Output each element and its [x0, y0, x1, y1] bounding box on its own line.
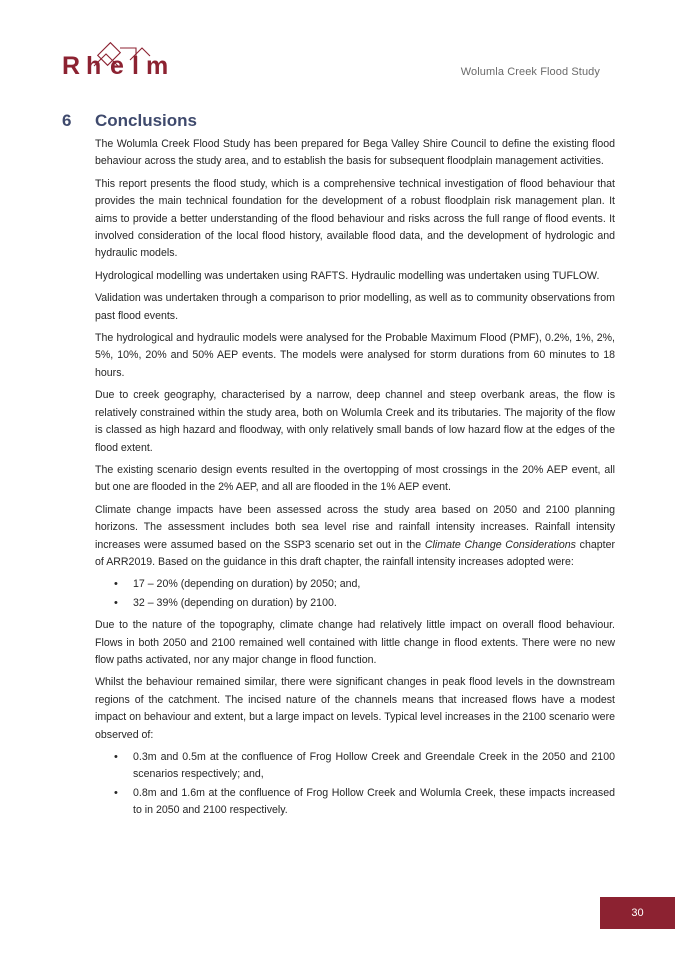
- list-item: • 32 – 39% (depending on duration) by 2100.: [95, 595, 615, 612]
- paragraph-design-events: The hydrological and hydraulic models were analysed for the Probable Maximum Flood (PMF), 0.2%, 1%, 2%, 5%, 10%, 20% and 50% AEP events. The models were analysed for storm durations from 60 minutes to 18 hours.: [95, 332, 615, 379]
- section-number: 6: [62, 111, 72, 130]
- svg-text:h: h: [86, 52, 102, 80]
- paragraph-report-overview: This report presents the flood study, which is a comprehensive technical investigation of flood behaviour that provides the main technical foundation for the development of a robust floodplain risk management plan. It aims to provide a better understanding of the flood behaviour and risks across the full range of flood events. It involved consideration of the local flood history, available flood data, and the development of hydrologic and hydraulic models.: [95, 177, 615, 260]
- svg-text:m: m: [146, 52, 169, 80]
- rhelm-logo: [62, 38, 177, 80]
- rainfall-increase-list: [95, 576, 615, 612]
- paragraph-validation: Validation was undertaken through a comparison to prior modelling, as well as to community observations from past flood events.: [95, 292, 615, 322]
- document-title: Wolumla Creek Flood Study: [460, 66, 600, 78]
- page-number: 30: [631, 907, 644, 919]
- page-number-badge: [600, 897, 675, 929]
- level-increase-list: [95, 749, 615, 820]
- paragraph-topography: Due to the nature of the topography, climate change had relatively little impact on overall flood behaviour. Flows in both 2050 and 2100 remained well contained with little change in flood extents. There were no new flow paths activated, nor any major change in flood function.: [95, 619, 615, 666]
- list-item: • 17 – 20% (depending on duration) by 2050; and,: [95, 576, 615, 593]
- paragraph-modelling-tools: Hydrological modelling was undertaken using RAFTS. Hydraulic modelling was undertaken using TUFLOW.: [95, 269, 600, 282]
- paragraph-crossings: The existing scenario design events resulted in the overtopping of most crossings in the 20% AEP event, all but one are flooded in the 2% AEP, and all are flooded in the 1% AEP event.: [95, 463, 615, 494]
- rhelm-logo-graphic: [62, 38, 177, 80]
- climate-text-end: chapter of ARR2019. Based on the guidance in this draft chapter, the rainfall intensity increases adopted were:: [95, 538, 615, 568]
- svg-text:e: e: [110, 52, 124, 80]
- paragraph-peak-levels: Whilst the behaviour remained similar, there were significant changes in peak flood levels in the downstream regions of the catchment. The incised nature of the channels means that increased flows have a modest impact on behaviour and extent, but a large impact on levels. Typical level increases in the 2100 scenario were observed of:: [95, 676, 615, 741]
- section-heading: [62, 111, 197, 131]
- svg-text:R: R: [62, 52, 81, 80]
- list-item: • 0.3m and 0.5m at the confluence of Frog Hollow Creek and Greendale Creek in the 2050 and 2100 scenarios respectively; and,: [95, 749, 615, 784]
- svg-text:l: l: [132, 52, 139, 80]
- paragraph-climate-change: [95, 502, 615, 572]
- paragraph-intro: The Wolumla Creek Flood Study has been prepared for Bega Valley Shire Council to define the existing flood behaviour across the study area, and to establish the basis for subsequent floodplain management activities.: [95, 138, 615, 168]
- body-content: [95, 136, 615, 825]
- list-item: • 0.8m and 1.6m at the confluence of Frog Hollow Creek and Wolumla Creek, these impacts increased to in 2050 and 2100 respectively.: [95, 785, 615, 820]
- climate-reference-title: Climate Change Considerations: [424, 538, 576, 551]
- paragraph-creek-geography: Due to creek geography, characterised by a narrow, deep channel and steep overbank areas, the flow is relatively constrained within the study area, both on Wolumla Creek and its tributaries. The majority of the flow is classed as high hazard and floodway, with only relatively small bands of low hazard flow at the edges of the flood extent.: [95, 389, 615, 454]
- section-title: Conclusions: [95, 111, 198, 130]
- climate-text-start: Climate change impacts have been assessed across the study area based on 2050 and 2100 planning horizons. The assessment includes both sea level rise and rainfall intensity increases. Rainfall intensity increases were assumed based on the SSP3 scenario set out in the: [95, 503, 615, 551]
